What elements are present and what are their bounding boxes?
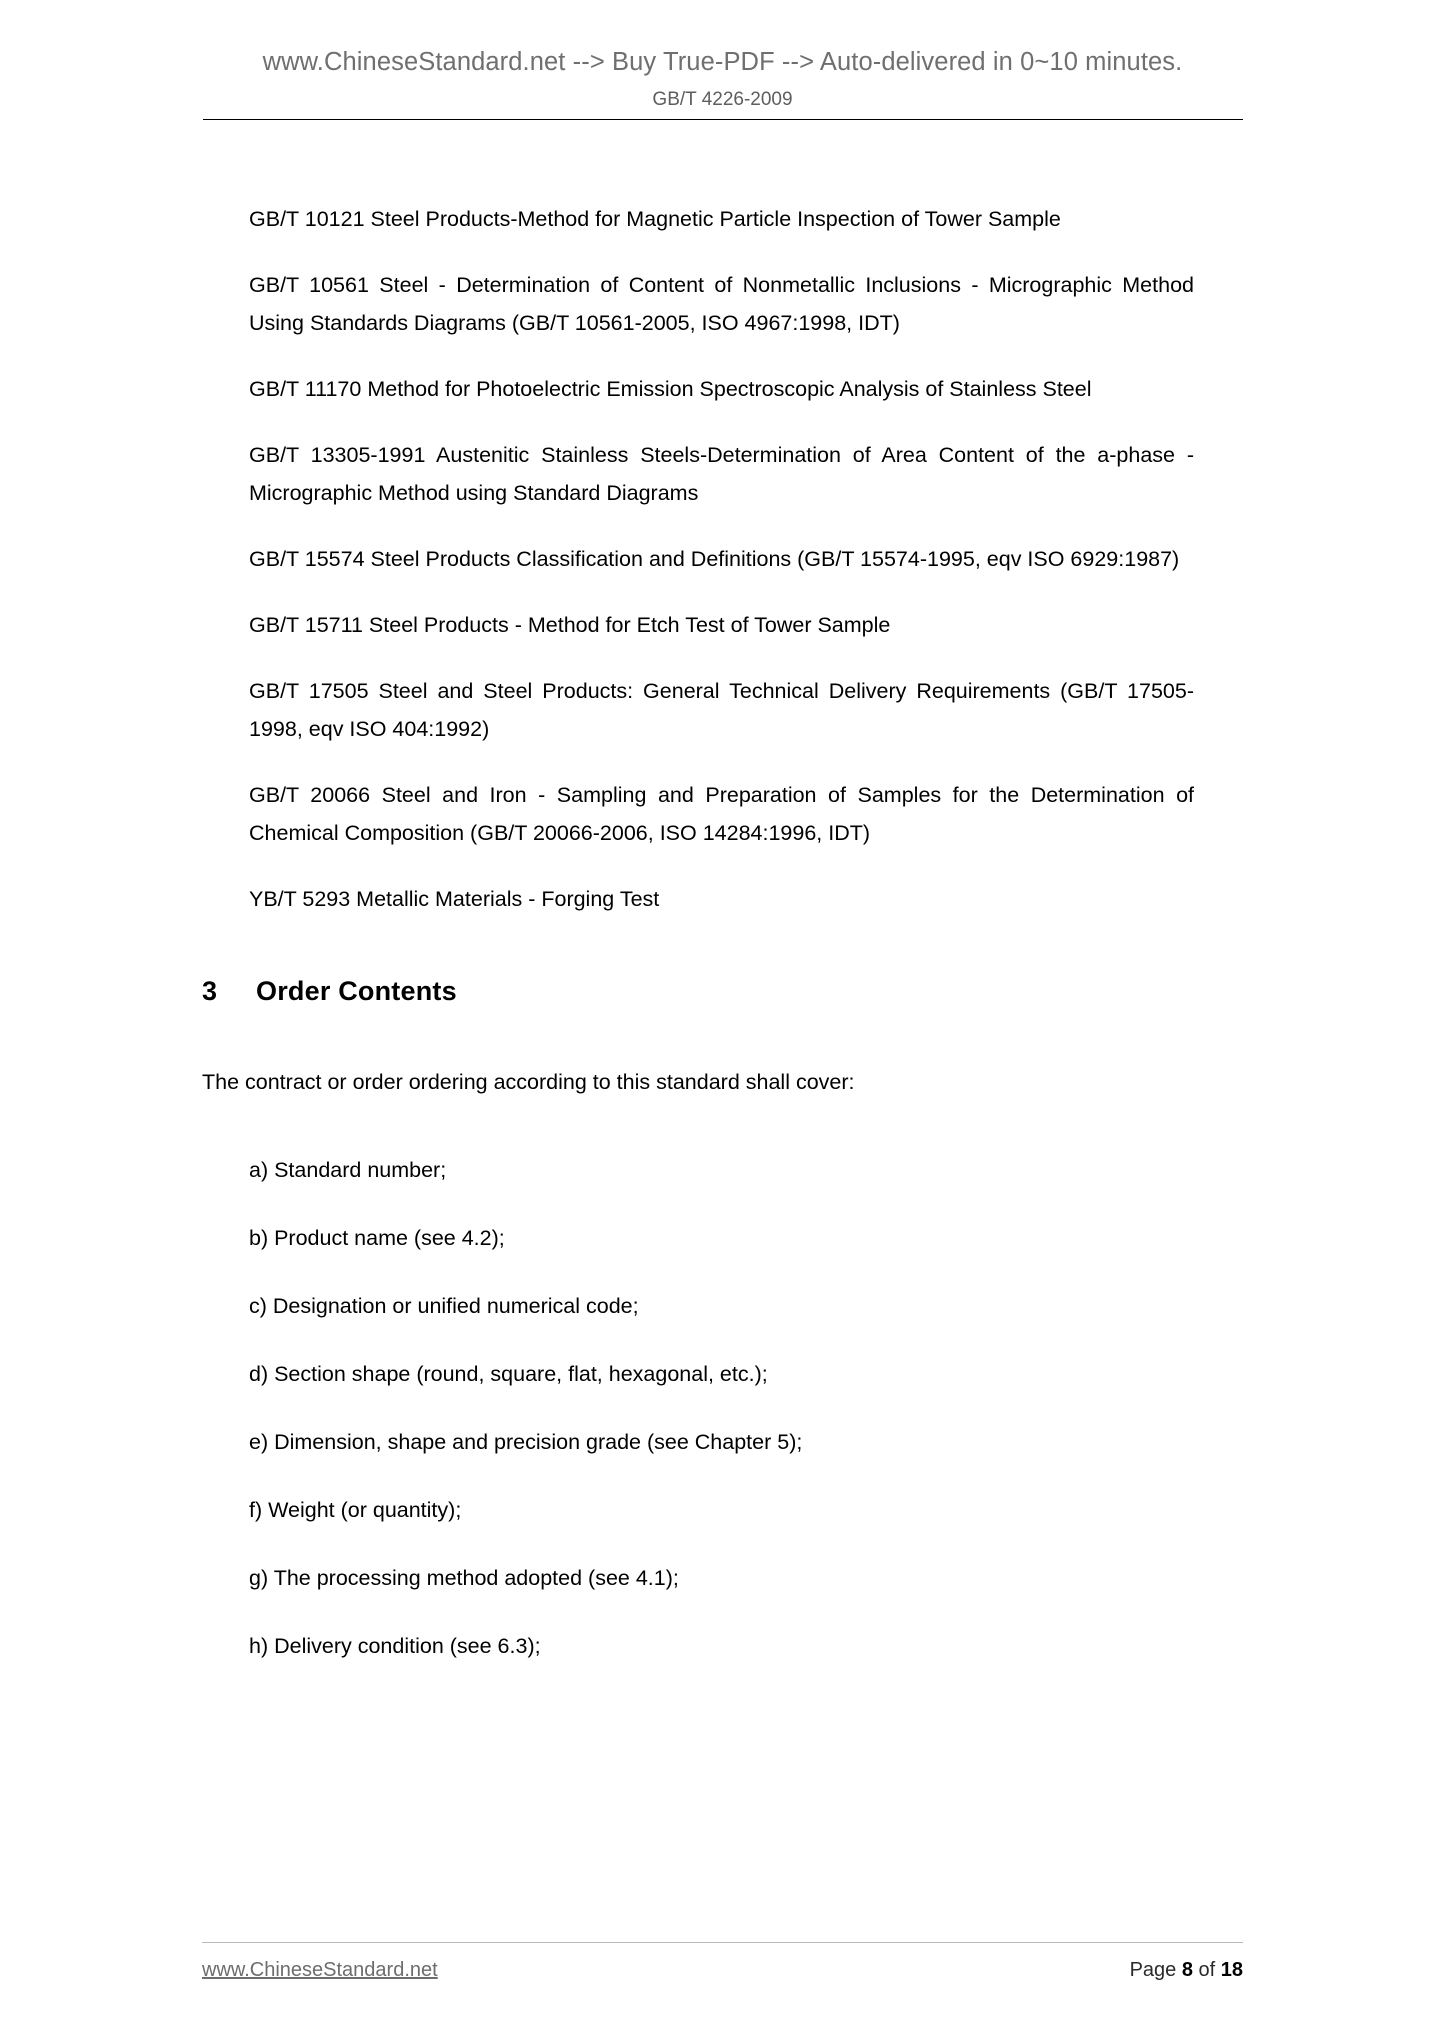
footer-site-link[interactable]: www.ChineseStandard.net (202, 1959, 438, 1981)
page-total: 18 (1220, 1959, 1243, 1981)
list-item: a) Standard number; (249, 1158, 447, 1182)
section-lead-text: The contract or order ordering according to this standard shall cover: (202, 1070, 855, 1094)
list-item: d) Section shape (round, square, flat, hexagonal, etc.); (249, 1362, 768, 1386)
list-item: g) The processing method adopted (see 4.1); (249, 1566, 679, 1590)
reference-item: GB/T 10121 Steel Products-Method for Magnetic Particle Inspection of Tower Sample (249, 207, 1061, 231)
header-divider (203, 119, 1243, 120)
list-item: b) Product name (see 4.2); (249, 1226, 505, 1250)
page-current: 8 (1181, 1959, 1193, 1981)
reference-item: GB/T 17505 Steel and Steel Products: General Technical Delivery Requirements (GB/T 17505-1998, eqv ISO 404:1992) (249, 679, 1194, 741)
list-item: c) Designation or unified numerical code; (249, 1294, 639, 1318)
section-number: 3 (202, 976, 218, 1006)
order-contents-list (202, 1151, 1242, 1665)
reference-item: YB/T 5293 Metallic Materials - Forging Test (249, 887, 660, 911)
page-label-prefix: Page (1129, 1959, 1182, 1981)
reference-item: GB/T 13305-1991 Austenitic Stainless Steels-Determination of Area Content of the a-phase - Micrographic Method using Standard Diagrams (249, 443, 1194, 505)
section-heading (202, 976, 1242, 1007)
footer-divider (202, 1942, 1243, 1943)
section-title: Order Contents (256, 976, 457, 1006)
standard-code: GB/T 4226-2009 (652, 89, 793, 110)
page-header (0, 48, 1445, 120)
list-item: h) Delivery condition (see 6.3); (249, 1634, 541, 1658)
list-item: f) Weight (or quantity); (249, 1498, 462, 1522)
page-footer (202, 1942, 1243, 1982)
reference-item: GB/T 15711 Steel Products - Method for Etch Test of Tower Sample (249, 613, 891, 637)
page-number (1130, 1959, 1243, 1982)
reference-item: GB/T 20066 Steel and Iron - Sampling and Preparation of Samples for the Determination of Chemical Composition (GB/T 20066-2006, ISO 14284:1996, IDT) (249, 783, 1194, 845)
reference-item: GB/T 15574 Steel Products Classification and Definitions (GB/T 15574-1995, eqv ISO 6929:1987) (249, 547, 1180, 571)
reference-item: GB/T 10561 Steel - Determination of Content of Nonmetallic Inclusions - Micrographic Method Using Standards Diagrams (GB/T 10561-2005, ISO 4967:1998, IDT) (249, 273, 1194, 335)
page-content (202, 200, 1242, 1665)
footer-row (202, 1959, 1243, 1982)
list-item: e) Dimension, shape and precision grade (see Chapter 5); (249, 1430, 803, 1454)
reference-item: GB/T 11170 Method for Photoelectric Emission Spectroscopic Analysis of Stainless Steel (249, 377, 1092, 401)
promo-banner: www.ChineseStandard.net --> Buy True-PDF --> Auto-delivered in 0~10 minutes. (262, 48, 1183, 76)
page-label-middle: of (1192, 1959, 1221, 1981)
